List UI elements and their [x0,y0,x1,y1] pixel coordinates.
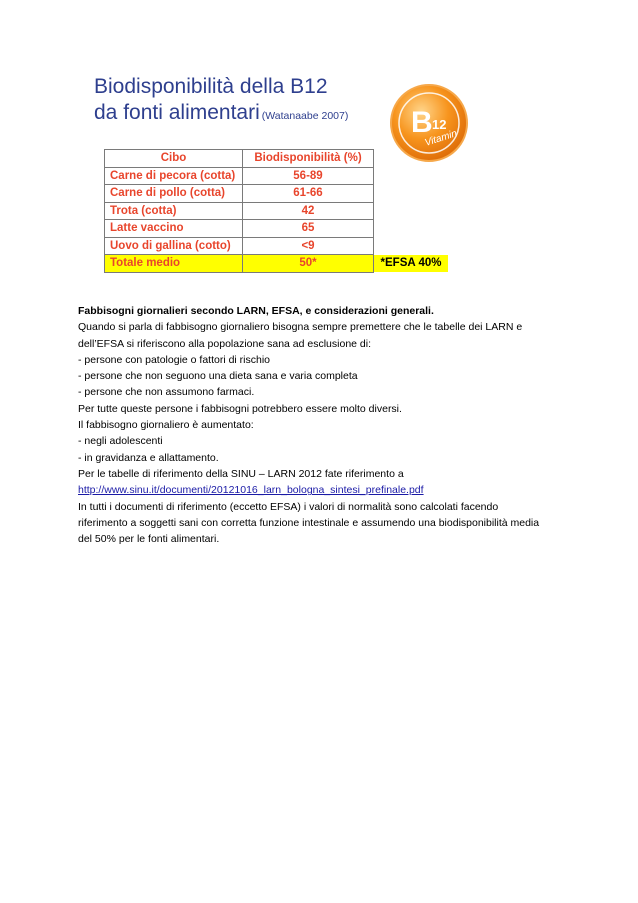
list-item: - negli adolescenti [78,435,163,448]
badge-letter: B [411,106,433,139]
paragraph-line: Il fabbisogno giornaliero è aumentato: [78,419,254,432]
column-header-food: Cibo [105,150,243,168]
table-row [105,202,449,220]
table-row [105,167,449,185]
badge-label: Vitamin [423,128,459,149]
link-line [78,482,578,498]
figure-title [94,74,348,129]
table-cell-value: 61-66 [243,185,374,203]
paragraph-line: riferimento a soggetti sani con corretta funzione intestinale e assumendo una biodisponibilità media [78,516,540,529]
table-cell-value: 42 [243,202,374,220]
bioavailability-table [104,149,449,273]
paragraph-line: del 50% per le fonti alimentari. [78,533,220,546]
table-row [105,185,449,203]
list-item: - persone con patologie o fattori di rischio [78,353,271,366]
document-body [78,303,578,547]
column-header-bioavailability: Biodisponibilità (%) [243,150,374,168]
section-heading: Fabbisogni giornalieri secondo LARN, EFSA, e considerazioni generali. [78,305,434,317]
figure-title-line2: da fonti alimentari [94,101,260,124]
badge-subscript: 12 [432,117,447,132]
paragraph-line: In tutti i documenti di riferimento (eccetto EFSA) i valori di normalità sono calcolati facendo [78,500,499,513]
table-cell-food: Carne di pecora (cotta) [105,167,243,185]
b12-bioavailability-figure [78,60,480,292]
list-item: - persone che non assumono farmaci. [78,386,255,399]
table-cell-total-value: 50* [243,255,374,273]
paragraph-line: Quando si parla di fabbisogno giornaliero bisogna sempre premettere che le tabelle dei LARN e [78,321,523,334]
table-cell-total-label: Totale medio [105,255,243,273]
paragraph-line: Per le tabelle di riferimento della SINU – LARN 2012 fate riferimento a [78,467,404,480]
table-header-row [105,150,449,168]
table-cell-food: Trota (cotta) [105,202,243,220]
table-row [105,220,449,238]
table-total-row [105,255,449,273]
paragraph-line: dell’EFSA si riferiscono alla popolazione sana ad esclusione di: [78,337,372,350]
list-item: - persone che non seguono una dieta sana e varia completa [78,370,358,383]
table-cell-value: 56-89 [243,167,374,185]
figure-title-line1: Biodisponibilità della B12 [94,75,328,98]
table-cell-food: Latte vaccino [105,220,243,238]
list-item: - in gravidanza e allattamento. [78,451,219,464]
figure-citation: (Watanaabe 2007) [261,110,349,122]
table-cell-food: Carne di pollo (cotta) [105,185,243,203]
sinu-larn-link[interactable]: http://www.sinu.it/documenti/20121016_larn_bologna_sintesi_prefinale.pdf [78,484,424,497]
paragraph-line: Per tutte queste persone i fabbisogni potrebbero essere molto diversi. [78,402,402,415]
table-row [105,237,449,255]
table-cell-value: <9 [243,237,374,255]
efsa-note: *EFSA 40% [374,255,449,273]
table-cell-value: 65 [243,220,374,238]
table-cell-food: Uovo di gallina (cotto) [105,237,243,255]
